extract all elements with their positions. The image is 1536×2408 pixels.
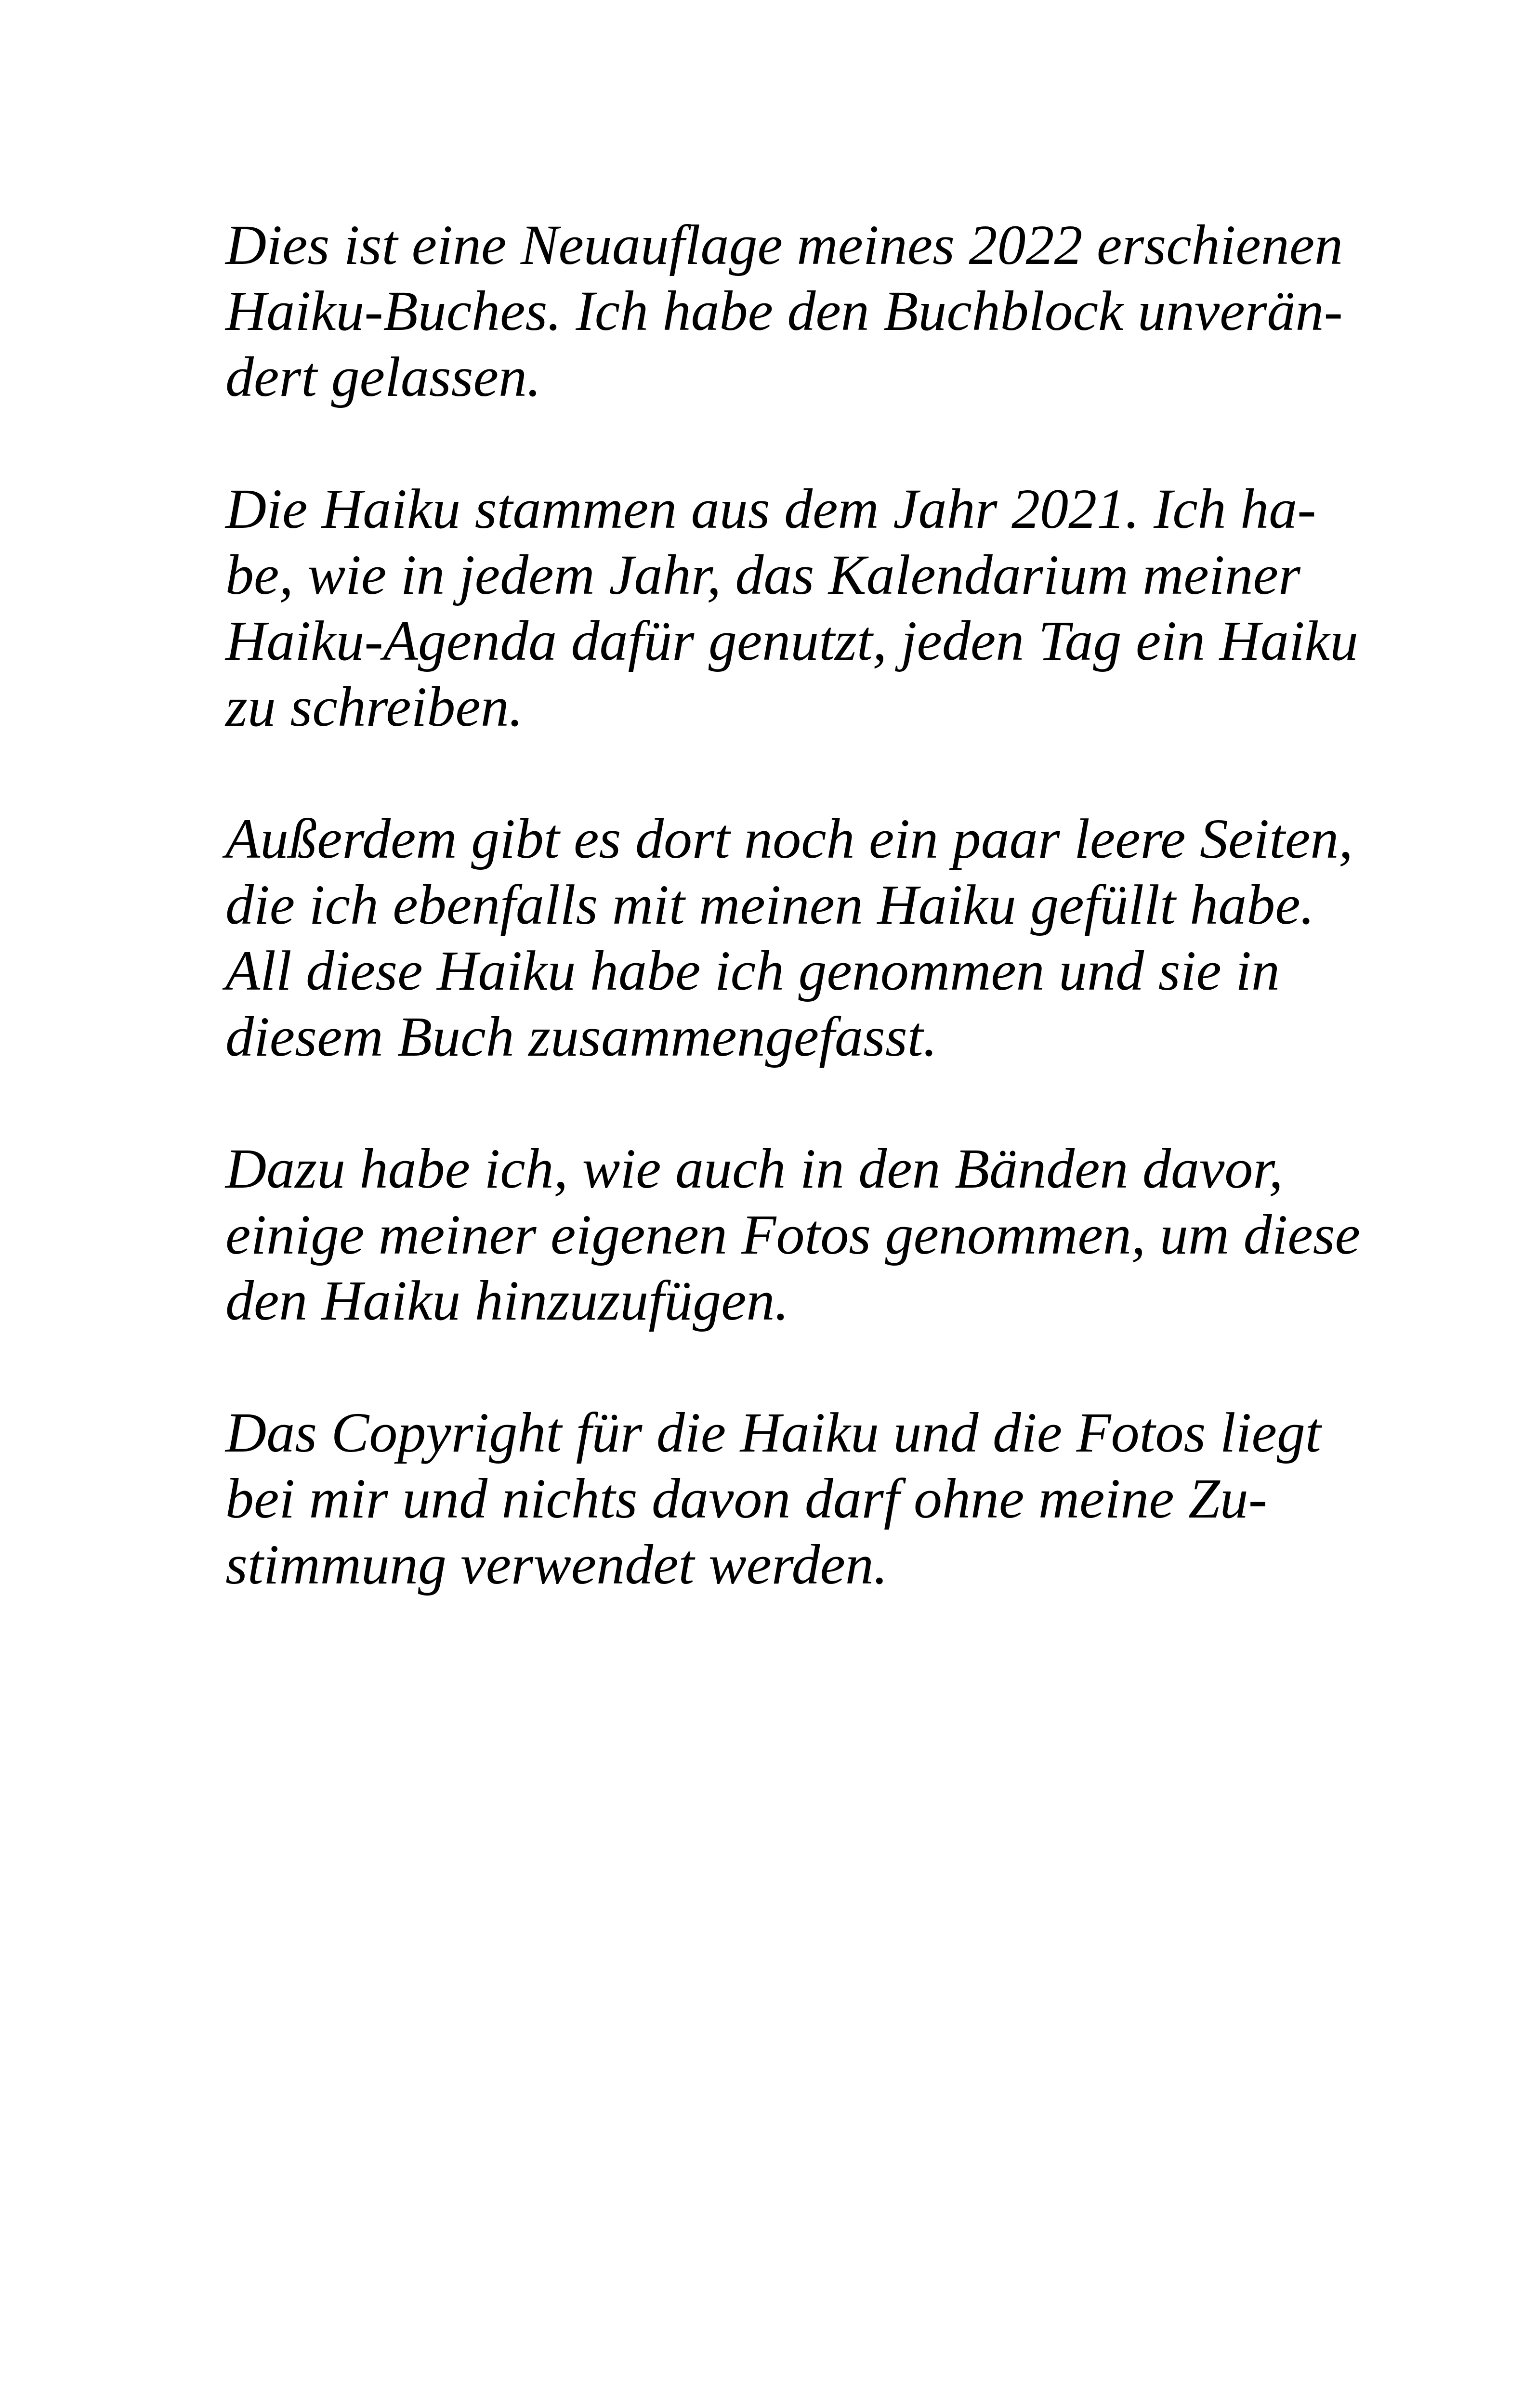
text-line: Außerdem gibt es dort noch ein paar leere Seiten, xyxy=(225,807,1353,870)
paragraph-copyright xyxy=(225,1400,1352,1597)
text-line: be, wie in jedem Jahr, das Kalendarium meiner xyxy=(225,543,1300,606)
text-line: stimmung verwendet werden. xyxy=(225,1533,888,1596)
text-line: Haiku-Agenda dafür genutzt, jeden Tag ein Haiku xyxy=(225,609,1359,672)
paragraph-photos xyxy=(225,1136,1361,1334)
text-line: Die Haiku stammen aus dem Jahr 2021. Ich ha- xyxy=(225,477,1316,540)
text-line: den Haiku hinzuzufügen. xyxy=(225,1269,789,1332)
text-line: All diese Haiku habe ich genommen und sie in xyxy=(225,939,1280,1002)
text-line: zu schreiben. xyxy=(225,675,524,738)
text-line: bei mir und nichts davon darf ohne meine Zu- xyxy=(225,1467,1268,1530)
text-line: die ich ebenfalls mit meinen Haiku gefüllt habe. xyxy=(225,873,1315,936)
text-line: diesem Buch zusammengefasst. xyxy=(225,1005,938,1068)
paragraph-collection xyxy=(225,806,1352,1070)
paragraph-origin xyxy=(225,476,1359,740)
text-line: Haiku-Buches. Ich habe den Buchblock unverän- xyxy=(225,279,1343,342)
text-line: Das Copyright für die Haiku und die Fotos liegt xyxy=(225,1401,1321,1464)
body-text xyxy=(225,212,1361,1663)
paragraph-reissue-note xyxy=(225,212,1352,410)
text-line: einige meiner eigenen Fotos genommen, um diese xyxy=(225,1203,1361,1266)
text-line: Dazu habe ich, wie auch in den Bänden davor, xyxy=(225,1137,1283,1200)
text-line: dert gelassen. xyxy=(225,345,541,408)
text-line: Dies ist eine Neuauflage meines 2022 erschienen xyxy=(225,213,1343,276)
